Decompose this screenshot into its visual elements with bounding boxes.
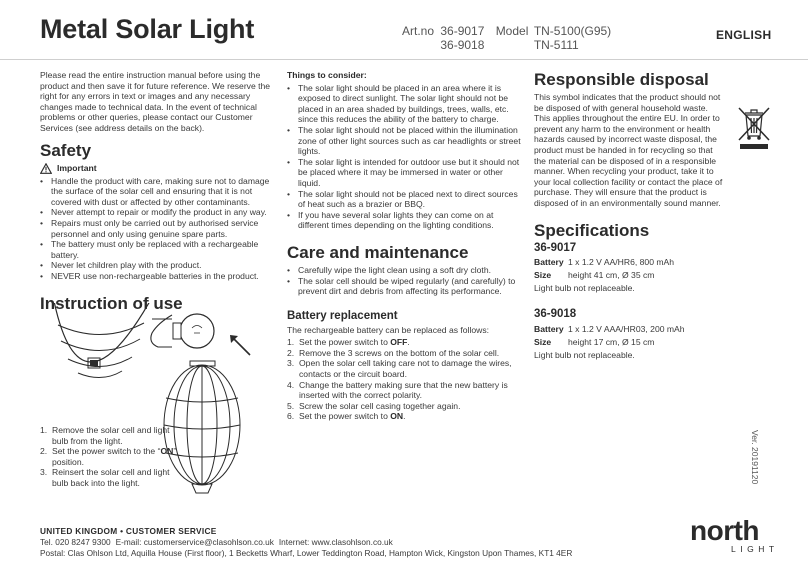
step-number: 2. [40, 446, 48, 457]
column-left [40, 70, 275, 316]
list-item: • NEVER use non-rechargeable batteries in the product. [40, 271, 275, 282]
step-keyword: ON [390, 411, 404, 422]
step-keyword: ON [160, 446, 174, 457]
step-text: . [407, 337, 410, 348]
step-keyword: OFF [390, 337, 408, 348]
spec-value: 1 x 1.2 V AAA/HR03, 200 mAh [568, 323, 685, 334]
footer-postal: Postal: Clas Ohlson Ltd, Aquilla House (First floor), 1 Becketts Wharf, Lower Teddington Road, Hampton Wick, Kingston Upon Thames, KT1 4ER [40, 548, 573, 558]
step-number: 6. [287, 411, 295, 422]
footer-contact-row [40, 537, 680, 548]
important-row [40, 163, 275, 174]
disposal-heading: Responsible disposal [534, 70, 709, 89]
step-number: 5. [287, 400, 295, 411]
disposal-text: This symbol indicates that the product should not be disposed of with general household waste. This applies throughout the entire EU. In order to prevent any harm to the environment or health hazards caused by incorrect waste disposal, the product must be handed in for recycling so that the material can be disposed of in a responsible manner. When recycling your product, take it to your local collection facility or contact the place of purchase. They will ensure that the product is disposed of in an environmentally sound manner. [534, 92, 723, 208]
list-item [287, 348, 524, 359]
spec-value: height 41 cm, Ø 35 cm [568, 270, 655, 281]
artno-1: 36-9017 [440, 24, 485, 38]
safety-list [40, 176, 275, 282]
list-item: • The solar light should not be placed within the illumination zone of other light sources such as car headlights or street lights. [287, 125, 524, 157]
spec-key: Battery [534, 323, 564, 334]
instruction-heading: Instruction of use [40, 293, 183, 313]
logo-subtitle: LIGHT [731, 544, 779, 554]
safety-heading: Safety [40, 140, 92, 160]
crossed-out-bin-icon [734, 104, 774, 152]
footer-tel: Tel. 020 8247 9300 [40, 537, 111, 547]
important-label: Important [57, 162, 97, 173]
step-text: Remove the 3 screws on the bottom of the solar cell. [299, 347, 500, 358]
spec-key: Size [534, 270, 552, 281]
list-item [40, 446, 180, 467]
page-header [0, 0, 808, 60]
spec-note: Light bulb not replaceable. [534, 349, 635, 360]
list-item [287, 380, 524, 401]
document-title: Metal Solar Light [40, 14, 255, 44]
spec-block [534, 243, 774, 296]
list-item [287, 358, 524, 379]
logo-wordmark: north [690, 515, 760, 546]
spec-model: 36-9017 [534, 241, 577, 254]
install-steps-list [40, 425, 180, 489]
artno-2: 36-9018 [440, 38, 485, 52]
list-item: • The solar light should be placed in an area where it is exposed to direct sunlight. The solar light should not be placed in an area shaded by buildings, trees, walls, etc. since this reduces the ability of the battery to charge. [287, 83, 524, 125]
step-number: 4. [287, 379, 295, 390]
spec-model: 36-9018 [534, 308, 577, 321]
battery-steps-list [287, 337, 524, 422]
step-text: Set the power switch to [299, 337, 391, 348]
specs-heading: Specifications [534, 220, 650, 240]
version-label: Ver. 20191120 [750, 430, 760, 485]
light-bulb-drawing [151, 314, 214, 348]
spec-row [534, 269, 774, 282]
list-item: • If you have several solar lights they can come on at different times depending on the lighting conditions. [287, 210, 524, 231]
disposal-row [534, 92, 774, 209]
step-number: 1. [40, 425, 48, 435]
artno-label: Art.no [402, 24, 435, 38]
battery-heading: Battery replacement [287, 309, 398, 322]
list-item [287, 411, 524, 422]
footer-title: UNITED KINGDOM • CUSTOMER SERVICE [40, 526, 217, 536]
list-item: • Never attempt to repair or modify the product in any way. [40, 207, 275, 218]
list-item [40, 425, 180, 446]
spec-note: Light bulb not replaceable. [534, 283, 635, 294]
spec-row [534, 336, 774, 349]
step-text: ” position. [52, 446, 177, 467]
step-number: 3. [40, 467, 48, 478]
step-text: Remove the solar cell and light bulb from the light. [52, 425, 170, 446]
footer-email: E-mail: customerservice@clasohlson.co.uk [115, 537, 274, 547]
list-item: • The solar light is intended for outdoor use but it should not be placed where it may be immersed in water or other liquid. [287, 157, 524, 189]
list-item: • Never let children play with the product. [40, 260, 275, 271]
step-text: Screw the solar cell casing together again. [299, 400, 461, 411]
step-text: Set the power switch to [299, 411, 391, 422]
care-list [287, 265, 524, 297]
step-text: Change the battery making sure that the new battery is inserted with the correct polarity. [299, 379, 508, 401]
consider-heading: Things to consider: [287, 70, 367, 80]
step-text: . [403, 411, 406, 422]
spec-key: Size [534, 336, 552, 347]
warning-triangle-icon [40, 163, 52, 174]
step-number: 3. [287, 358, 295, 369]
care-heading: Care and maintenance [287, 242, 469, 262]
column-middle [287, 70, 524, 422]
footer-internet: Internet: www.clasohlson.co.uk [278, 537, 393, 547]
step-text: Reinsert the solar cell and light bulb back into the light. [52, 467, 170, 488]
step-number: 1. [287, 337, 295, 348]
list-item [40, 467, 180, 488]
spec-key: Battery [534, 257, 564, 268]
list-item: • Carefully wipe the light clean using a soft dry cloth. [287, 265, 524, 276]
spec-block [534, 309, 774, 362]
column-right [534, 70, 774, 376]
article-model-info [402, 24, 611, 52]
consider-list [287, 83, 524, 231]
list-item: • Repairs must only be carried out by authorised service personnel and only using genuine spare parts. [40, 218, 275, 239]
direction-arrow-icon [230, 335, 250, 355]
spec-row [534, 323, 774, 336]
list-item [287, 337, 524, 348]
step-text: Open the solar cell taking care not to damage the wires, contacts or the circuit board. [299, 358, 512, 380]
brand-logo [690, 517, 780, 561]
page-footer [40, 526, 680, 559]
model-1: TN-5100(G95) [533, 24, 612, 38]
spec-row [534, 256, 774, 269]
language-label: ENGLISH [716, 28, 772, 42]
spec-value: 1 x 1.2 V AA/HR6, 800 mAh [568, 257, 675, 268]
list-item: • The solar cell should be wiped regularly (and carefully) to prevent dirt and debris from affecting its performance. [287, 276, 524, 297]
model-label: Model [495, 24, 529, 38]
bin-wrap [734, 92, 774, 209]
list-item [287, 401, 524, 412]
battery-intro: The rechargeable battery can be replaced as follows: [287, 324, 490, 335]
list-item: • The solar light should not be placed next to direct sources of heat such as a brazier or BBQ. [287, 189, 524, 210]
solar-dome-drawing [54, 303, 150, 378]
step-text: Set the power switch to the “ [52, 446, 161, 457]
step-number: 2. [287, 347, 295, 358]
spec-value: height 17 cm, Ø 15 cm [568, 336, 655, 347]
model-2: TN-5111 [533, 38, 579, 52]
list-item: • The battery must only be replaced with a rechargeable battery. [40, 239, 275, 260]
list-item: • Handle the product with care, making sure not to damage the surface of the solar cell and ensuring that it is not covered with dust or affected by other contaminants. [40, 176, 275, 208]
intro-text: Please read the entire instruction manual before using the product and then save it for future reference. We reserve the right for any errors in text or images and any necessary changes made to technical data. In the event of technical problems or other queries, please contact our Customer Services (see address details on the back). [40, 70, 271, 133]
